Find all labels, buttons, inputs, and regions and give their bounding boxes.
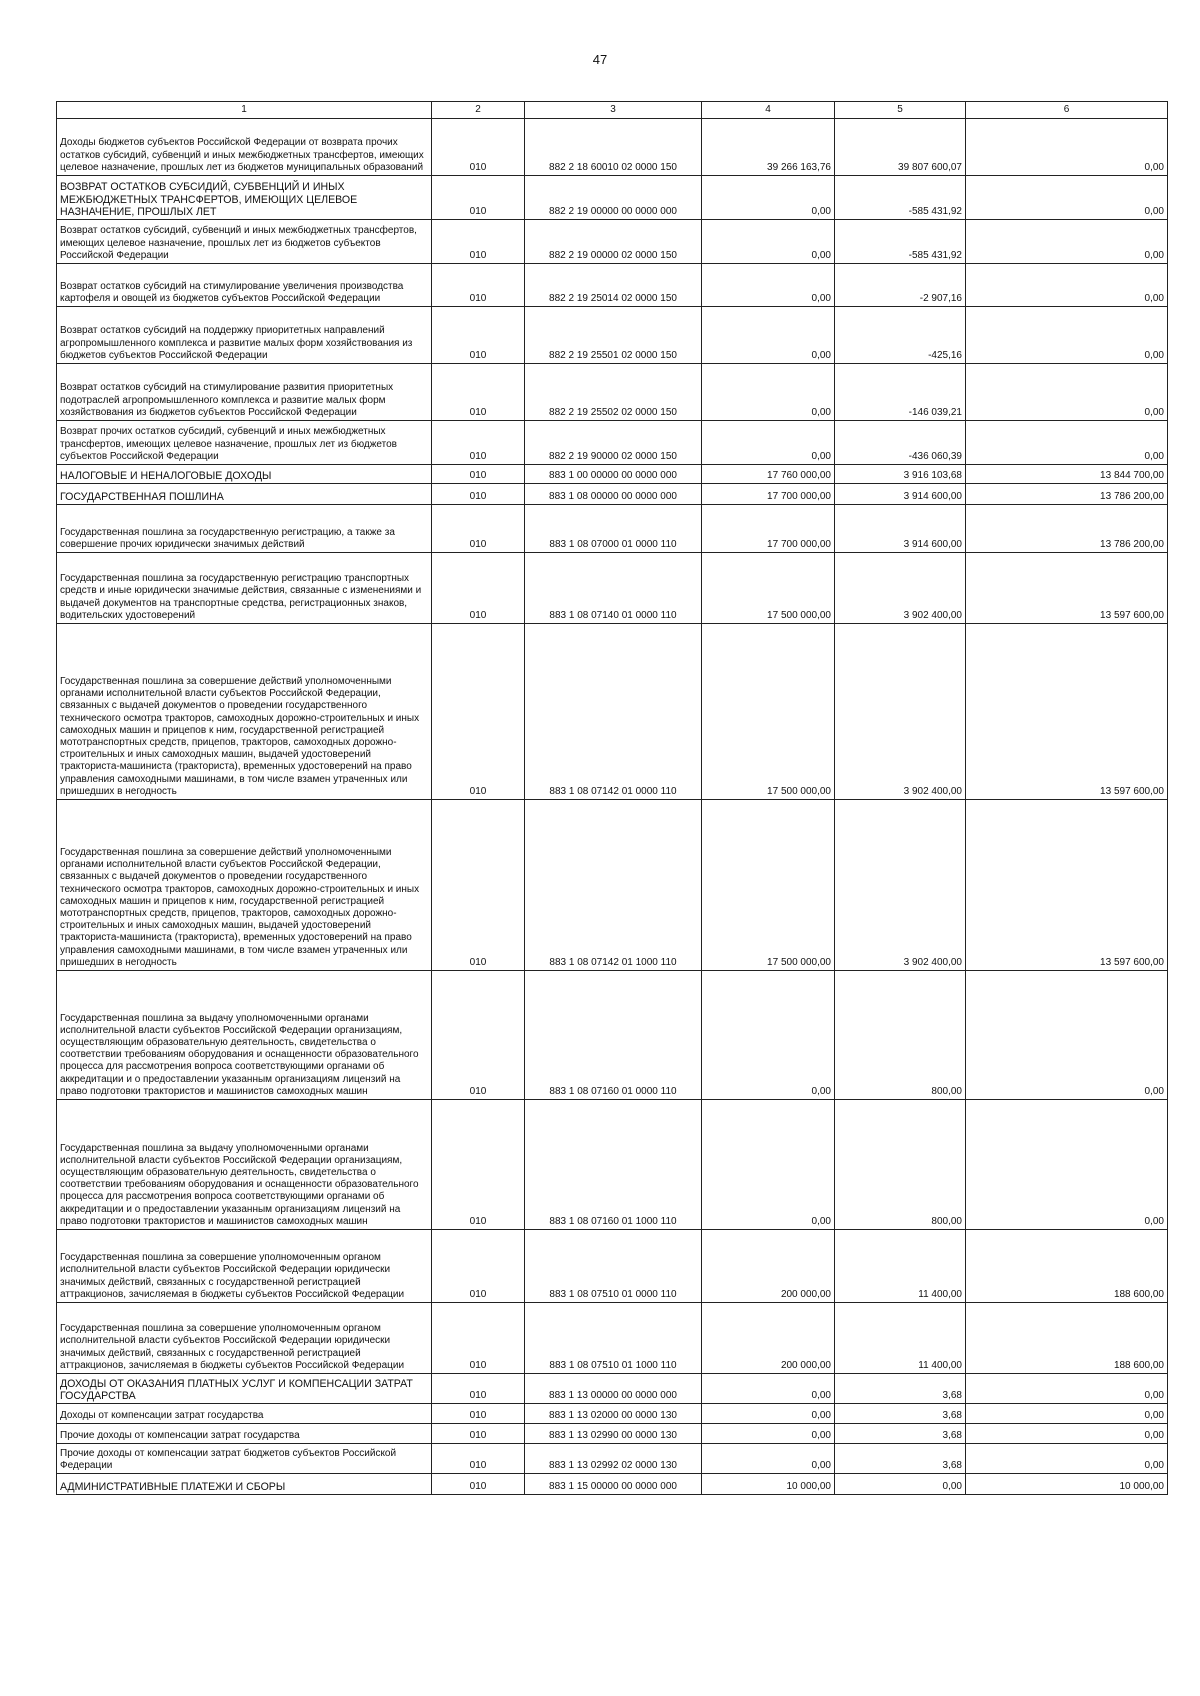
row-name: Доходы бюджетов субъектов Российской Федерации от возврата прочих остатков субсидий, субвенций и иных межбюджетных трансфертов, имеющих целевое назначение, прошлых лет из бюджетов муниципальных образований [57, 119, 432, 176]
row-code: 010 [432, 484, 525, 505]
row-name: АДМИНИСТРАТИВНЫЕ ПЛАТЕЖИ И СБОРЫ [57, 1474, 432, 1495]
table-row [57, 971, 1168, 1100]
row-kbk: 882 2 19 00000 00 0000 000 [525, 176, 702, 220]
table-row [57, 624, 1168, 800]
table-row [57, 119, 1168, 176]
row-name: Государственная пошлина за государственную регистрацию транспортных средств и иные юридически значимые действия, связанные с изменениями и выдачей документов на транспортные средства, регистрационных знаков, водительских удостоверений [57, 553, 432, 624]
row-code: 010 [432, 364, 525, 421]
row-code: 010 [432, 505, 525, 553]
table-row [57, 1474, 1168, 1495]
row-code: 010 [432, 1424, 525, 1444]
row-value-6: 13 597 600,00 [966, 553, 1168, 624]
table-row [57, 1100, 1168, 1230]
row-value-5: 3 902 400,00 [835, 800, 966, 971]
row-value-4: 17 700 000,00 [702, 505, 835, 553]
table-row [57, 553, 1168, 624]
row-code: 010 [432, 553, 525, 624]
row-name: Государственная пошлина за совершение действий уполномоченными органами исполнительной власти субъектов Российской Федерации, связанных с выдачей документов о проведении государственного технического осмотра тракторов, самоходных дорожно-строительных и иных самоходных машин и прицепов к ним, государственной регистрацией мототранспортных средств, прицепов, тракторов, самоходных дорожно-строительных и иных самоходных машин, выдачей удостоверений тракториста-машиниста (тракториста), временных удостоверений на право управления самоходными машинами, в том числе взамен утраченных или пришедших в негодность [57, 624, 432, 800]
table-row [57, 1424, 1168, 1444]
table-row [57, 364, 1168, 421]
row-value-6: 0,00 [966, 220, 1168, 264]
table-row [57, 1444, 1168, 1474]
row-kbk: 883 1 13 02000 00 0000 130 [525, 1404, 702, 1424]
row-name: НАЛОГОВЫЕ И НЕНАЛОГОВЫЕ ДОХОДЫ [57, 465, 432, 484]
row-value-5: 3,68 [835, 1374, 966, 1404]
row-name: ВОЗВРАТ ОСТАТКОВ СУБСИДИЙ, СУБВЕНЦИЙ И ИНЫХ МЕЖБЮДЖЕТНЫХ ТРАНСФЕРТОВ, ИМЕЮЩИХ ЦЕЛЕВОЕ НАЗНАЧЕНИЕ, ПРОШЛЫХ ЛЕТ [57, 176, 432, 220]
row-value-6: 0,00 [966, 307, 1168, 364]
row-name: Прочие доходы от компенсации затрат государства [57, 1424, 432, 1444]
row-name: ГОСУДАРСТВЕННАЯ ПОШЛИНА [57, 484, 432, 505]
row-value-5: 39 807 600,07 [835, 119, 966, 176]
row-code: 010 [432, 624, 525, 800]
page-number: 47 [592, 52, 608, 67]
row-code: 010 [432, 1374, 525, 1404]
row-value-4: 0,00 [702, 364, 835, 421]
row-name: Государственная пошлина за выдачу уполномоченными органами исполнительной власти субъектов Российской Федерации организациям, осуществляющим образовательную деятельность, свидетельства о соответствии требованиям оборудования и оснащенности образовательного процесса для рассмотрения вопроса соответствующими органами об аккредитации и о предоставлении указанным организациям лицензий на право подготовки трактористов и машинистов самоходных машин [57, 971, 432, 1100]
row-value-4: 0,00 [702, 1374, 835, 1404]
row-value-6: 188 600,00 [966, 1230, 1168, 1303]
row-code: 010 [432, 465, 525, 484]
revenue-table [56, 101, 1168, 1495]
table-row [57, 800, 1168, 971]
row-kbk: 882 2 18 60010 02 0000 150 [525, 119, 702, 176]
row-value-4: 0,00 [702, 421, 835, 465]
row-code: 010 [432, 307, 525, 364]
row-code: 010 [432, 1230, 525, 1303]
row-value-5: 3 902 400,00 [835, 553, 966, 624]
row-name: Государственная пошлина за совершение уполномоченным органом исполнительной власти субъектов Российской Федерации юридически значимых действий, связанных с государственной регистрацией аттракционов, зачисляемая в бюджеты субъектов Российской Федерации [57, 1303, 432, 1374]
table-row [57, 220, 1168, 264]
row-value-4: 0,00 [702, 1424, 835, 1444]
row-value-5: -146 039,21 [835, 364, 966, 421]
row-kbk: 883 1 08 07142 01 1000 110 [525, 800, 702, 971]
row-value-4: 39 266 163,76 [702, 119, 835, 176]
row-value-5: 3 914 600,00 [835, 484, 966, 505]
row-kbk: 883 1 00 00000 00 0000 000 [525, 465, 702, 484]
row-kbk: 883 1 08 07510 01 1000 110 [525, 1303, 702, 1374]
row-kbk: 883 1 08 07000 01 0000 110 [525, 505, 702, 553]
row-code: 010 [432, 176, 525, 220]
row-name: Государственная пошлина за совершение действий уполномоченными органами исполнительной власти субъектов Российской Федерации, связанных с выдачей документов о проведении государственного технического осмотра тракторов, самоходных дорожно-строительных и иных самоходных машин и прицепов к ним, государственной регистрацией мототранспортных средств, прицепов, тракторов, самоходных дорожно-строительных и иных самоходных машин, выдачей удостоверений тракториста-машиниста (тракториста), временных удостоверений на право управления самоходными машинами, в том числе взамен утраченных или пришедших в негодность [57, 800, 432, 971]
row-kbk: 883 1 13 02990 00 0000 130 [525, 1424, 702, 1444]
table-row [57, 484, 1168, 505]
row-value-4: 0,00 [702, 264, 835, 307]
row-code: 010 [432, 220, 525, 264]
row-value-6: 0,00 [966, 176, 1168, 220]
row-value-6: 10 000,00 [966, 1474, 1168, 1495]
row-code: 010 [432, 119, 525, 176]
row-value-4: 0,00 [702, 1100, 835, 1230]
row-value-5: 3 914 600,00 [835, 505, 966, 553]
row-value-4: 0,00 [702, 1444, 835, 1474]
row-value-6: 13 844 700,00 [966, 465, 1168, 484]
row-kbk: 882 2 19 25502 02 0000 150 [525, 364, 702, 421]
row-name: Возврат остатков субсидий на поддержку приоритетных направлений агропромышленного комплекса и развитие малых форм хозяйствования из бюджетов субъектов Российской Федерации [57, 307, 432, 364]
row-value-5: 3,68 [835, 1404, 966, 1424]
row-code: 010 [432, 1474, 525, 1495]
row-name: Государственная пошлина за государственную регистрацию, а также за совершение прочих юридически значимых действий [57, 505, 432, 553]
row-name: Возврат остатков субсидий на стимулирование увеличения производства картофеля и овощей из бюджетов субъектов Российской Федерации [57, 264, 432, 307]
row-value-4: 0,00 [702, 971, 835, 1100]
row-value-6: 13 597 600,00 [966, 624, 1168, 800]
row-code: 010 [432, 264, 525, 307]
row-value-5: 3 916 103,68 [835, 465, 966, 484]
row-kbk: 882 2 19 90000 02 0000 150 [525, 421, 702, 465]
row-value-6: 0,00 [966, 1374, 1168, 1404]
row-value-5: -2 907,16 [835, 264, 966, 307]
row-value-6: 0,00 [966, 119, 1168, 176]
table-row [57, 1374, 1168, 1404]
row-kbk: 883 1 08 07142 01 0000 110 [525, 624, 702, 800]
row-value-4: 17 500 000,00 [702, 800, 835, 971]
row-value-6: 0,00 [966, 364, 1168, 421]
revenue-table-body [57, 102, 1168, 1495]
row-kbk: 883 1 13 02992 02 0000 130 [525, 1444, 702, 1474]
row-value-5: 3,68 [835, 1444, 966, 1474]
column-header-3: 3 [525, 102, 702, 119]
row-name: Государственная пошлина за совершение уполномоченным органом исполнительной власти субъектов Российской Федерации юридически значимых действий, связанных с государственной регистрацией аттракционов, зачисляемая в бюджеты субъектов Российской Федерации [57, 1230, 432, 1303]
row-kbk: 882 2 19 25501 02 0000 150 [525, 307, 702, 364]
row-kbk: 883 1 08 07510 01 0000 110 [525, 1230, 702, 1303]
row-value-5: -425,16 [835, 307, 966, 364]
row-code: 010 [432, 971, 525, 1100]
row-value-4: 17 500 000,00 [702, 553, 835, 624]
row-code: 010 [432, 421, 525, 465]
table-row [57, 176, 1168, 220]
row-value-6: 0,00 [966, 264, 1168, 307]
row-kbk: 882 2 19 25014 02 0000 150 [525, 264, 702, 307]
row-value-4: 200 000,00 [702, 1230, 835, 1303]
table-row [57, 1404, 1168, 1424]
table-row [57, 264, 1168, 307]
row-value-6: 0,00 [966, 1100, 1168, 1230]
row-value-6: 0,00 [966, 1404, 1168, 1424]
row-code: 010 [432, 800, 525, 971]
row-kbk: 882 2 19 00000 02 0000 150 [525, 220, 702, 264]
row-value-4: 200 000,00 [702, 1303, 835, 1374]
row-name: Доходы от компенсации затрат государства [57, 1404, 432, 1424]
row-value-6: 0,00 [966, 1424, 1168, 1444]
table-row [57, 505, 1168, 553]
column-header-4: 4 [702, 102, 835, 119]
column-header-1: 1 [57, 102, 432, 119]
row-name: Возврат прочих остатков субсидий, субвенций и иных межбюджетных трансфертов, имеющих целевое назначение, прошлых лет из бюджетов субъектов Российской Федерации [57, 421, 432, 465]
row-value-4: 0,00 [702, 307, 835, 364]
row-value-5: 3 902 400,00 [835, 624, 966, 800]
row-value-5: 800,00 [835, 1100, 966, 1230]
row-value-5: 11 400,00 [835, 1303, 966, 1374]
row-name: Прочие доходы от компенсации затрат бюджетов субъектов Российской Федерации [57, 1444, 432, 1474]
row-value-4: 17 700 000,00 [702, 484, 835, 505]
row-value-6: 0,00 [966, 971, 1168, 1100]
row-value-6: 188 600,00 [966, 1303, 1168, 1374]
row-code: 010 [432, 1444, 525, 1474]
row-value-6: 13 786 200,00 [966, 505, 1168, 553]
column-header-2: 2 [432, 102, 525, 119]
row-code: 010 [432, 1100, 525, 1230]
row-value-6: 0,00 [966, 421, 1168, 465]
row-name: Возврат остатков субсидий, субвенций и иных межбюджетных трансфертов, имеющих целевое назначение, прошлых лет из бюджетов субъектов Российской Федерации [57, 220, 432, 264]
column-header-6: 6 [966, 102, 1168, 119]
row-kbk: 883 1 08 07160 01 1000 110 [525, 1100, 702, 1230]
row-value-6: 13 786 200,00 [966, 484, 1168, 505]
table-row [57, 1230, 1168, 1303]
table-row [57, 421, 1168, 465]
row-value-5: 800,00 [835, 971, 966, 1100]
row-code: 010 [432, 1303, 525, 1374]
row-kbk: 883 1 15 00000 00 0000 000 [525, 1474, 702, 1495]
row-name: Возврат остатков субсидий на стимулирование развития приоритетных подотраслей агропромышленного комплекса и развитие малых форм хозяйствования из бюджетов субъектов Российской Федерации [57, 364, 432, 421]
row-value-4: 17 760 000,00 [702, 465, 835, 484]
row-value-4: 0,00 [702, 1404, 835, 1424]
row-value-4: 0,00 [702, 176, 835, 220]
row-kbk: 883 1 08 00000 00 0000 000 [525, 484, 702, 505]
row-kbk: 883 1 08 07160 01 0000 110 [525, 971, 702, 1100]
row-name: Государственная пошлина за выдачу уполномоченными органами исполнительной власти субъектов Российской Федерации организациям, осуществляющим образовательную деятельность, свидетельства о соответствии требованиям оборудования и оснащенности образовательного процесса для рассмотрения вопроса соответствующими органами об аккредитации и о предоставлении указанным организациям лицензий на право подготовки трактористов и машинистов самоходных машин [57, 1100, 432, 1230]
row-code: 010 [432, 1404, 525, 1424]
table-row [57, 1303, 1168, 1374]
row-value-5: -585 431,92 [835, 176, 966, 220]
header-row [57, 102, 1168, 119]
table-row [57, 465, 1168, 484]
row-value-5: 0,00 [835, 1474, 966, 1495]
row-value-5: -436 060,39 [835, 421, 966, 465]
row-value-6: 0,00 [966, 1444, 1168, 1474]
row-kbk: 883 1 08 07140 01 0000 110 [525, 553, 702, 624]
row-value-4: 17 500 000,00 [702, 624, 835, 800]
table-row [57, 307, 1168, 364]
row-value-5: -585 431,92 [835, 220, 966, 264]
row-name: ДОХОДЫ ОТ ОКАЗАНИЯ ПЛАТНЫХ УСЛУГ И КОМПЕНСАЦИИ ЗАТРАТ ГОСУДАРСТВА [57, 1374, 432, 1404]
row-value-5: 3,68 [835, 1424, 966, 1444]
row-value-4: 0,00 [702, 220, 835, 264]
row-value-4: 10 000,00 [702, 1474, 835, 1495]
row-kbk: 883 1 13 00000 00 0000 000 [525, 1374, 702, 1404]
column-header-5: 5 [835, 102, 966, 119]
row-value-6: 13 597 600,00 [966, 800, 1168, 971]
row-value-5: 11 400,00 [835, 1230, 966, 1303]
